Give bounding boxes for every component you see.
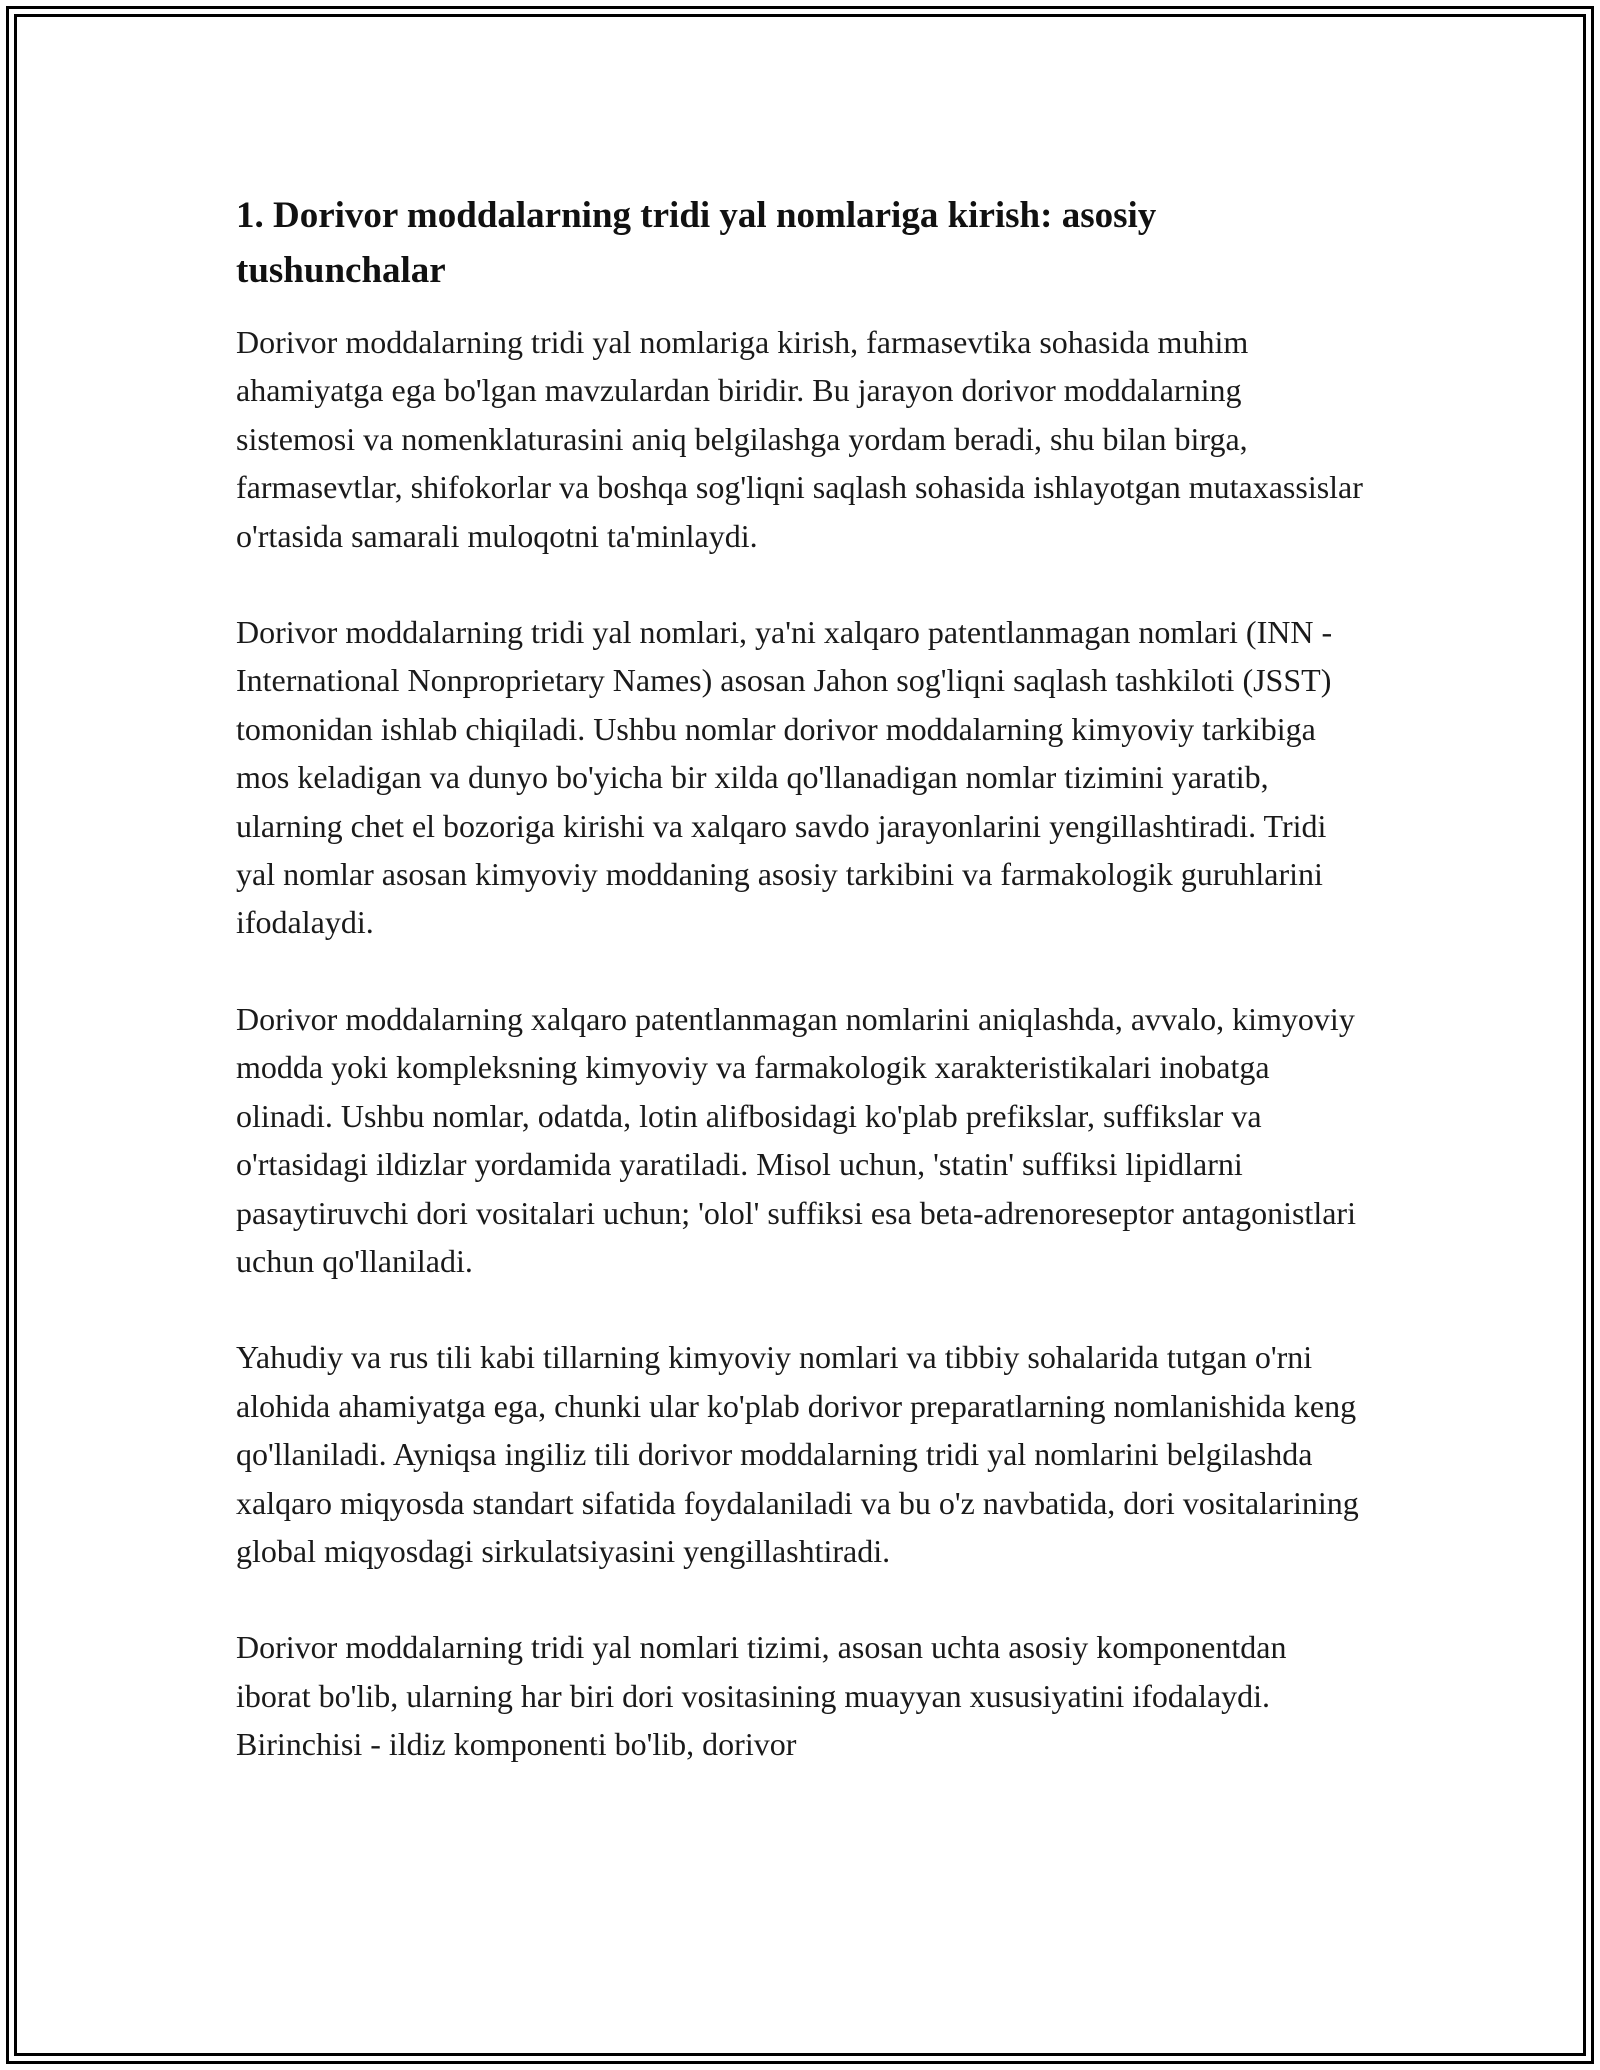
paragraph-5: Dorivor moddalarning tridi yal nomlari tizimi, asosan uchta asosiy komponentdan iborat bo'lib, ularning har biri dori vositasining muayyan xususiyatini ifodalaydi. Birinchisi - ildiz komponenti bo'lib, dorivor bbox=[236, 1629, 1287, 1763]
paragraph-2: Dorivor moddalarning tridi yal nomlari, ya'ni xalqaro patentlanmagan nomlari (INN - International Nonproprietary Names) asosan Jahon sog'liqni saqlash tashkiloti (JSST) tomonidan ishlab chiqiladi. Ushbu nomlar dorivor moddalarning kimyoviy tarkibiga mos keladigan va dunyo bo'yicha bir xilda qo'llanadigan nomlar tizimini yaratib, ularning chet el bozoriga kirishi va xalqaro savdo jarayonlarini yengillashtiradi. Tridi yal nomlar asosan kimyoviy moddaning asosiy tarkibini va farmakologik guruhlarini ifodalaydi. bbox=[236, 614, 1333, 941]
section-heading: 1. Dorivor moddalarning tridi yal nomlariga kirish: asosiy tushunchalar bbox=[236, 195, 1157, 291]
paragraph-4: Yahudiy va rus tili kabi tillarning kimyoviy nomlari va tibbiy sohalarida tutgan o'rni alohida ahamiyatga ega, chunki ular ko'plab dorivor preparatlarning nomlanishida keng qo'llaniladi. Ayniqsa ingiliz tili dorivor moddalarning tridi yal nomlarini belgilashda xalqaro miqyosda standart sifatida foydalaniladi va bu o'z navbatida, dori vositalarining global miqyosdagi sirkulatsiyasini yengillashtiradi. bbox=[236, 1339, 1359, 1569]
document-body bbox=[236, 188, 1366, 1817]
paragraph-3: Dorivor moddalarning xalqaro patentlanmagan nomlarini aniqlashda, avvalo, kimyoviy modda yoki kompleksning kimyoviy va farmakologik xarakteristikalari inobatga olinadi. Ushbu nomlar, odatda, lotin alifbosidagi ko'plab prefikslar, suffikslar va o'rtasidagi ildizlar yordamida yaratiladi. Misol uchun, 'statin' suffiksi lipidlarni pasaytiruvchi dori vositalari uchun; 'olol' suffiksi esa beta-adrenoreseptor antagonistlari uchun qo'llaniladi. bbox=[236, 1000, 1356, 1279]
paragraph-1: Dorivor moddalarning tridi yal nomlariga kirish, farmasevtika sohasida muhim ahamiyatga ega bo'lgan mavzulardan biridir. Bu jarayon dorivor moddalarning sistemosi va nomenklaturasini aniq belgilashga yordam beradi, shu bilan birga, farmasevtlar, shifokorlar va boshqa sog'liqni saqlash sohasida ishlayotgan mutaxassislar o'rtasida samarali muloqotni ta'minlaydi. bbox=[236, 324, 1363, 554]
